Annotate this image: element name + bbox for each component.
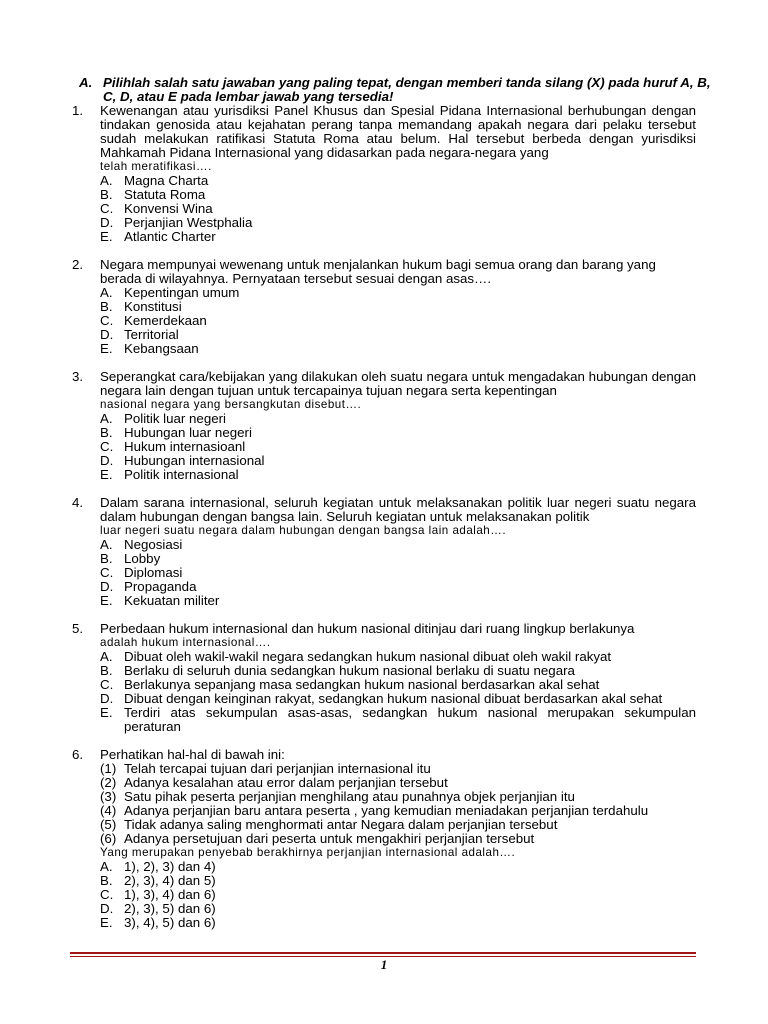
option-label: A. [100, 649, 113, 664]
question-stem: Perhatikan hal-hal di bawah ini: [100, 747, 285, 762]
option-text: Hubungan internasional [124, 453, 265, 468]
option-label: C. [100, 677, 114, 692]
option-d [100, 328, 696, 342]
option-b [100, 664, 696, 678]
option-a [100, 860, 696, 874]
option-label: A. [100, 859, 113, 874]
statement-label: (5) [100, 817, 117, 832]
option-label: E. [100, 593, 113, 608]
option-a [100, 412, 696, 426]
option-text: Hukum internasioanl [124, 439, 246, 454]
statement-item [100, 790, 696, 804]
question-stem: Dalam sarana internasional, seluruh kegiatan untuk melaksanakan politik luar negeri suatu negara dalam hubungan dengan bangsa lain. Seluruh kegiatan untuk melaksanakan politik [100, 495, 696, 524]
option-text: Magna Charta [124, 173, 209, 188]
question-number: 5. [72, 621, 84, 636]
option-label: D. [100, 691, 114, 706]
option-b [100, 874, 696, 888]
option-list [100, 650, 696, 734]
option-c [100, 202, 696, 216]
option-text: Hubungan luar negeri [124, 425, 252, 440]
option-c [100, 678, 696, 692]
option-label: A. [100, 537, 113, 552]
option-e [100, 468, 696, 482]
option-d [100, 580, 696, 594]
question-2 [72, 258, 696, 356]
option-label: C. [100, 313, 114, 328]
statement-list [100, 762, 696, 846]
option-label: E. [100, 467, 113, 482]
option-label: E. [100, 341, 113, 356]
option-text: 2), 3), 5) dan 6) [124, 901, 216, 916]
option-b [100, 188, 696, 202]
question-3 [72, 370, 696, 482]
option-label: D. [100, 453, 114, 468]
question-stem-tail: luar negeri suatu negara dalam hubungan dengan bangsa lain adalah…. [100, 524, 507, 537]
option-text: Atlantic Charter [124, 229, 216, 244]
option-label: D. [100, 327, 114, 342]
option-label: A. [100, 411, 113, 426]
option-text: Kebangsaan [124, 341, 199, 356]
statement-text: Satu pihak peserta perjanjian menghilang atau punahnya objek perjanjian itu [124, 789, 575, 804]
question-number: 6. [72, 747, 84, 762]
option-text: Territorial [124, 327, 179, 342]
question-stem: Perbedaan hukum internasional dan hukum nasional ditinjau dari ruang lingkup berlakunya [100, 621, 635, 636]
page-number: 1 [380, 957, 388, 972]
option-text: Berlakunya sepanjang masa sedangkan hukum nasional berdasarkan akal sehat [124, 677, 600, 692]
statement-item [100, 832, 696, 846]
question-stem-tail: adalah hukum internasional…. [100, 636, 271, 649]
statement-label: (6) [100, 831, 117, 846]
option-text: Propaganda [124, 579, 197, 594]
option-c [100, 440, 696, 454]
option-e [100, 916, 696, 930]
question-stem-tail: nasional negara yang bersangkutan disebut…. [100, 398, 362, 411]
option-b [100, 552, 696, 566]
option-label: A. [100, 285, 113, 300]
option-label: D. [100, 215, 114, 230]
option-a [100, 650, 696, 664]
option-label: B. [100, 299, 113, 314]
option-text: Dibuat oleh wakil-wakil negara sedangkan hukum nasional dibuat oleh wakil rakyat [124, 649, 612, 664]
question-stem-tail: telah meratifikasi…. [100, 160, 212, 173]
footer-rule-thick [70, 952, 696, 954]
question-stem-tail: Yang merupakan penyebab berakhirnya perjanjian internasional adalah…. [100, 846, 516, 859]
option-label: C. [100, 887, 114, 902]
option-label: C. [100, 439, 114, 454]
option-text: Perjanjian Westphalia [124, 215, 253, 230]
option-e [100, 230, 696, 244]
statement-label: (3) [100, 789, 117, 804]
option-label: D. [100, 901, 114, 916]
option-label: B. [100, 187, 113, 202]
statement-item [100, 804, 696, 818]
option-text: Diplomasi [124, 565, 183, 580]
question-stem: Seperangkat cara/kebijakan yang dilakukan oleh suatu negara untuk mengadakan hubungan dengan negara lain dengan tujuan untuk tercapainya tujuan negara serta kepentingan [100, 369, 696, 398]
option-label: E. [100, 705, 113, 720]
option-text: Kepentingan umum [124, 285, 240, 300]
statement-item [100, 776, 696, 790]
question-4 [72, 496, 696, 608]
statement-text: Adanya kesalahan atau error dalam perjanjian tersebut [124, 775, 448, 790]
option-text: Statuta Roma [124, 187, 206, 202]
question-number: 3. [72, 369, 84, 384]
option-text: Terdiri atas sekumpulan asas-asas, sedangkan hukum nasional merupakan sekumpulan peraturan [124, 705, 696, 734]
option-text: Negosiasi [124, 537, 183, 552]
option-a [100, 174, 696, 188]
question-stem: Negara mempunyai wewenang untuk menjalankan hukum bagi semua orang dan barang yang berada di wilayahnya. Pernyataan tersebut sesuai dengan asas…. [100, 257, 656, 286]
option-d [100, 454, 696, 468]
option-b [100, 300, 696, 314]
statement-label: (4) [100, 803, 117, 818]
question-number: 1. [72, 103, 84, 118]
option-text: Konvensi Wina [124, 201, 213, 216]
option-d [100, 902, 696, 916]
question-1 [72, 104, 696, 244]
statement-label: (2) [100, 775, 117, 790]
option-text: Lobby [124, 551, 161, 566]
option-label: C. [100, 565, 114, 580]
statement-item [100, 818, 696, 832]
option-list [100, 286, 696, 356]
option-list [100, 860, 696, 930]
option-label: B. [100, 425, 113, 440]
option-list [100, 174, 696, 244]
option-label: B. [100, 551, 113, 566]
option-label: A. [100, 173, 113, 188]
option-list [100, 412, 696, 482]
option-c [100, 314, 696, 328]
option-text: Dibuat dengan keinginan rakyat, sedangkan hukum nasional dibuat berdasarkan akal sehat [124, 691, 663, 706]
option-text: Berlaku di seluruh dunia sedangkan hukum nasional berlaku di suatu negara [124, 663, 575, 678]
option-text: 1), 3), 4) dan 6) [124, 887, 216, 902]
option-text: Kemerdekaan [124, 313, 207, 328]
question-number: 2. [72, 257, 84, 272]
option-text: Politik luar negeri [124, 411, 226, 426]
option-text: Konstitusi [124, 299, 182, 314]
question-6 [72, 748, 696, 930]
option-text: 3), 4), 5) dan 6) [124, 915, 216, 930]
question-list [72, 104, 696, 930]
option-e [100, 342, 696, 356]
option-d [100, 216, 696, 230]
option-b [100, 426, 696, 440]
option-a [100, 538, 696, 552]
instructions-text: Pilihlah salah satu jawaban yang paling tepat, dengan memberi tanda silang (X) pada huruf A, B, C, D, atau E pada lembar jawab yang tersedia! [103, 75, 711, 104]
option-label: B. [100, 873, 113, 888]
option-text: 2), 3), 4) dan 5) [124, 873, 216, 888]
statement-text: Adanya persetujuan dari peserta untuk mengakhiri perjanjian tersebut [124, 831, 535, 846]
option-c [100, 888, 696, 902]
statement-item [100, 762, 696, 776]
option-label: B. [100, 663, 113, 678]
statement-text: Tidak adanya saling menghormati antar Negara dalam perjanjian tersebut [124, 817, 558, 832]
option-e [100, 594, 696, 608]
option-text: Politik internasional [124, 467, 239, 482]
option-text: 1), 2), 3) dan 4) [124, 859, 216, 874]
option-c [100, 566, 696, 580]
question-5 [72, 622, 696, 734]
option-label: C. [100, 201, 114, 216]
question-stem: Kewenangan atau yurisdiksi Panel Khusus dan Spesial Pidana Internasional berhubungan dengan tindakan genosida atau kejahatan perang tanpa memandang apakah negara dari pelaku tersebut sudah melakukan ratifikasi Statuta Roma atau belum. Hal tersebut berbeda dengan yurisdiksi Mahkamah Pidana Internasional yang didasarkan pada negara-negara yang [100, 103, 696, 160]
option-e [100, 706, 696, 734]
option-label: D. [100, 579, 114, 594]
option-a [100, 286, 696, 300]
question-number: 4. [72, 495, 84, 510]
instructions [72, 76, 712, 104]
statement-text: Adanya perjanjian baru antara peserta , yang kemudian meniadakan perjanjian terdahulu [124, 803, 649, 818]
statement-text: Telah tercapai tujuan dari perjanjian internasional itu [124, 761, 431, 776]
option-list [100, 538, 696, 608]
instructions-label: A. [79, 75, 93, 90]
option-d [100, 692, 696, 706]
statement-label: (1) [100, 761, 117, 776]
option-text: Kekuatan militer [124, 593, 220, 608]
option-label: E. [100, 229, 113, 244]
option-label: E. [100, 915, 113, 930]
